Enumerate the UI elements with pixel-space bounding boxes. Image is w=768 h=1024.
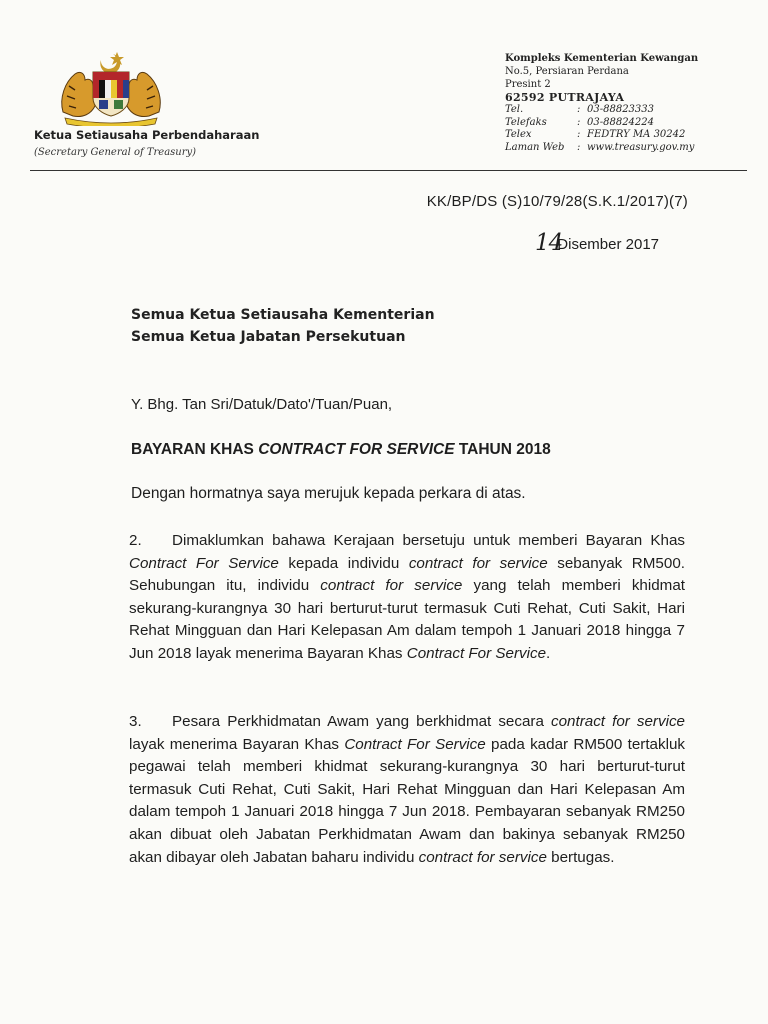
paragraph-text: sebanyak RM500. Sehubungan itu, individu <box>129 554 685 595</box>
contact-label: Laman Web <box>505 141 565 153</box>
recipient-line: Semua Ketua Setiausaha Kementerian <box>131 307 435 323</box>
letter-date <box>535 229 659 255</box>
subject-italic: CONTRACT FOR SERVICE <box>258 441 455 458</box>
coat-of-arms-icon <box>55 50 167 126</box>
contact-separator: : <box>577 129 581 140</box>
paragraph-text: layak menerima Bayaran Khas <box>129 735 345 753</box>
recipient-line: Semua Ketua Jabatan Persekutuan <box>131 329 406 345</box>
contact-value: 03-88824224 <box>587 116 655 128</box>
address-line: Presint 2 <box>505 79 551 90</box>
date-day-handwritten: 14 <box>535 230 563 256</box>
contact-value: 03-88823333 <box>587 104 655 115</box>
reference-number: KK/BP/DS (S)10/79/28(S.K.1/2017)(7) <box>426 193 688 210</box>
opening-sentence: Dengan hormatnya saya merujuk kepada perkara di atas. <box>131 485 526 502</box>
paragraph-italic: contract for service <box>408 554 548 572</box>
paragraph-text: pada kadar RM500 tertakluk pegawai telah memberi khidmat sekurang-kurangnya 30 hari berturut-turut termasuk Cuti Rehat, Cuti Sakit, Hari Rehat Mingguan dan Hari Kelepasan Am dalam tempoh 1 Januari 2018 hingga 7 Jun 2018. Pembayaran sebanyak RM250 akan dibuat oleh Jabatan Perkhidmatan Awam dan bakinya sebanyak RM250 akan dibayar oleh Jabatan baharu individu <box>129 735 686 866</box>
contact-label: Telex <box>505 129 532 140</box>
paragraph-text: . <box>546 644 551 662</box>
address-line: No.5, Persiaran Perdana <box>505 66 629 77</box>
contact-row-telex <box>505 129 705 142</box>
paragraph-text: kepada individu <box>278 554 409 572</box>
address-city: 62592 PUTRAJAYA <box>505 91 625 104</box>
letterhead-divider <box>30 170 747 171</box>
recipients-block <box>131 304 435 348</box>
paragraph-text: Dimaklumkan bahawa Kerajaan bersetuju untuk memberi Bayaran Khas <box>172 532 685 549</box>
paragraph-number: 3. <box>129 713 142 730</box>
paragraph-italic: contract for service <box>551 713 685 730</box>
contact-separator: : <box>577 116 581 128</box>
paragraph-number: 2. <box>129 532 142 549</box>
paragraph-text: Pesara Perkhidmatan Awam yang berkhidmat secara <box>172 713 551 730</box>
contact-list <box>505 104 705 154</box>
paragraph-2 <box>129 530 685 666</box>
paragraph-italic: Contract For Service <box>344 735 486 753</box>
subject-prefix: BAYARAN KHAS <box>131 441 259 458</box>
paragraph-italic: Contract For Service <box>406 644 547 662</box>
contact-separator: : <box>577 104 581 115</box>
date-month-year: Disember 2017 <box>557 236 659 253</box>
contact-row-fax <box>505 117 705 130</box>
subject-line <box>131 441 551 459</box>
contact-label: Tel. <box>505 104 524 115</box>
contact-separator: : <box>577 141 581 153</box>
paragraph-text: bertugas. <box>546 848 615 866</box>
subject-suffix: TAHUN 2018 <box>454 441 551 458</box>
contact-value: FEDTRY MA 30242 <box>587 129 686 140</box>
contact-value: www.treasury.gov.my <box>587 141 695 153</box>
paragraph-italic: contract for service <box>320 577 463 595</box>
contact-row-website <box>505 142 705 155</box>
paragraph-3 <box>129 711 685 869</box>
address-line: Kompleks Kementerian Kewangan <box>505 53 699 64</box>
salutation: Y. Bhg. Tan Sri/Datuk/Dato'/Tuan/Puan, <box>131 396 393 413</box>
paragraph-italic: contract for service <box>418 848 547 866</box>
address-block <box>505 52 705 154</box>
contact-label: Telefaks <box>505 116 547 128</box>
org-name-english: (Secretary General of Treasury) <box>34 147 197 158</box>
paragraph-text: yang telah memberi khidmat sekurang-kurangnya 30 hari berturut-turut termasuk Cuti Rehat, Cuti Sakit, Hari Rehat Mingguan dan Hari Kelepasan Am dalam tempoh 1 Januari 2018 hingga 7 Jun 2018 layak menerima Bayaran Khas <box>129 577 685 662</box>
paragraph-italic: Contract For Service <box>129 554 279 572</box>
org-name: Ketua Setiausaha Perbendaharaan <box>34 128 260 142</box>
contact-row-tel <box>505 104 705 117</box>
